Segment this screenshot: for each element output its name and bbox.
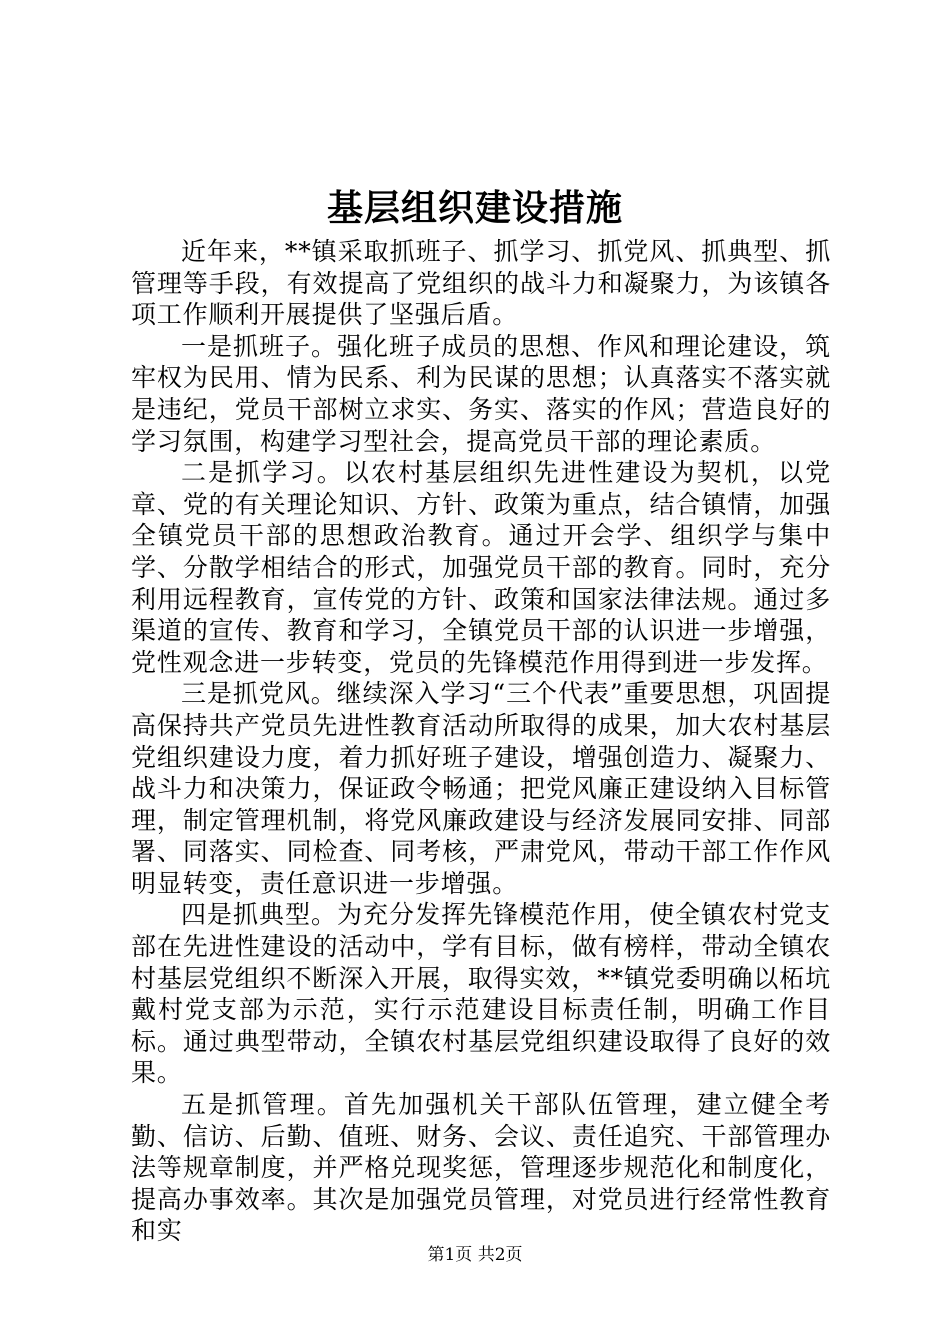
page-number: 第1页 共2页 — [427, 1245, 523, 1265]
document-title: 基层组织建设措施 — [326, 187, 623, 229]
paragraph-party-style: 三是抓党风。继续深入学习“三个代表”重要思想，巩固提高保持共产党员先进性教育活动所取得的成果，加大农村基层党组织建设力度，着力抓好班子建设，增强创造力、凝聚力、战斗力和决策力，保证政令畅通；把党风廉正建设纳入目标管理，制定管理机制，将党风廉政建设与经济发展同安排、同部署、同落实、同检查、同考核，严肃党风，带动干部工作作风明显转变，责任意识进一步增强。 — [131, 679, 831, 898]
paragraph-team: 一是抓班子。强化班子成员的思想、作风和理论建设，筑牢权为民用、情为民系、利为民谋的思想；认真落实不落实就是违纪，党员干部树立求实、务实、落实的作风；营造良好的学习氛围，构建学习型社会，提高党员干部的理论素质。 — [131, 331, 831, 456]
paragraph-intro: 近年来，**镇采取抓班子、抓学习、抓党风、抓典型、抓管理等手段，有效提高了党组织的战斗力和凝聚力，为该镇各项工作顺利开展提供了坚强后盾。 — [131, 237, 831, 330]
paragraph-management: 五是抓管理。首先加强机关干部队伍管理，建立健全考勤、信访、后勤、值班、财务、会议、责任追究、干部管理办法等规章制度，并严格兑现奖惩，管理逐步规范化和制度化，提高办事效率。其次是加强党员管理，对党员进行经常性教育和实 — [131, 1090, 831, 1246]
document-body — [131, 236, 831, 1247]
paragraph-model: 四是抓典型。为充分发挥先锋模范作用，使全镇农村党支部在先进性建设的活动中，学有目标，做有榜样，带动全镇农村基层党组织不断深入开展，取得实效，**镇党委明确以柘坑戴村党支部为示范，实行示范建设目标责任制，明确工作目标。通过典型带动，全镇农村基层党组织建设取得了良好的效果。 — [131, 900, 831, 1088]
paragraph-study: 二是抓学习。以农村基层组织先进性建设为契机，以党章、党的有关理论知识、方针、政策为重点，结合镇情，加强全镇党员干部的思想政治教育。通过开会学、组织学与集中学、分散学相结合的形式，加强党员干部的教育。同时，充分利用远程教育，宣传党的方针、政策和国家法律法规。通过多渠道的宣传、教育和学习，全镇党员干部的认识进一步增强，党性观念进一步转变，党员的先锋模范作用得到进一步发挥。 — [131, 458, 831, 677]
